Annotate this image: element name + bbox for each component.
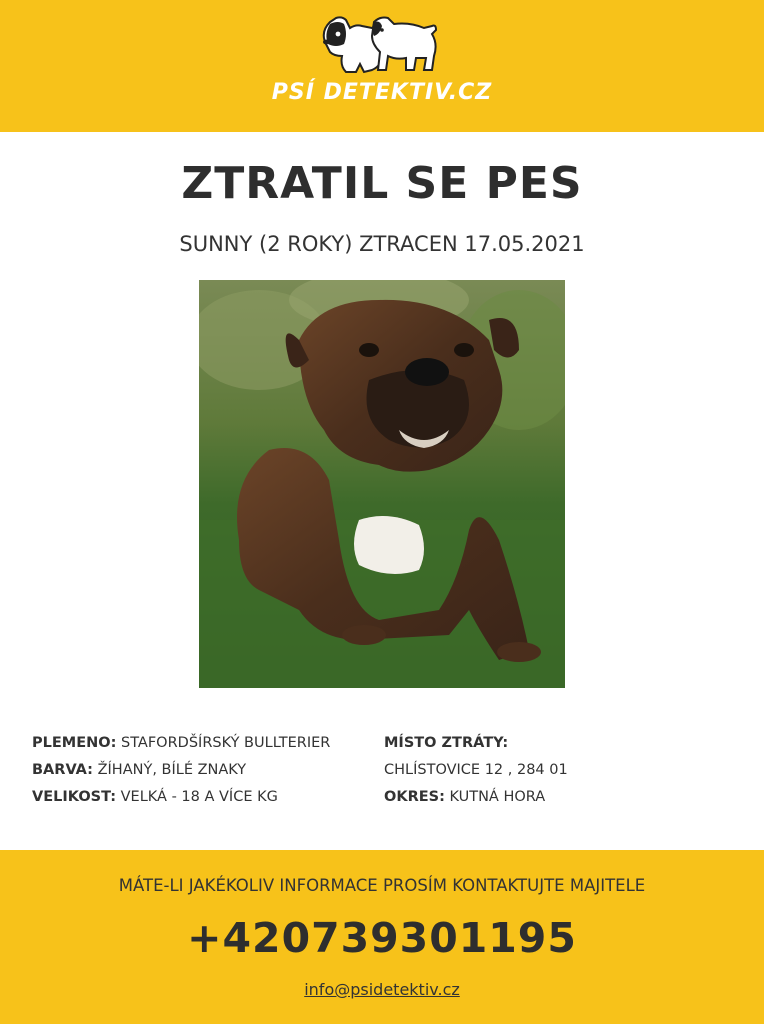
email-link[interactable]: info@psidetektiv.cz (304, 980, 460, 999)
footer-banner (0, 850, 764, 1024)
detail-value: STAFORDŠÍRSKÝ BULLTERIER (120, 735, 331, 751)
header-banner (0, 0, 764, 132)
detail-value: CHLÍSTOVICE 12 , 284 01 (384, 762, 568, 778)
detail-key: BARVA: (32, 762, 93, 778)
detail-size (32, 784, 330, 811)
contact-note: MÁTE-LI JAKÉKOLIV INFORMACE PROSÍM KONTAKTUJTE MAJITELE (118, 876, 646, 895)
detail-key: PLEMENO: (32, 735, 117, 751)
detail-key: OKRES: (384, 789, 445, 805)
detail-key: VELIKOST: (32, 789, 117, 805)
details-left-column (32, 730, 330, 811)
detail-location-address (384, 757, 568, 784)
two-dogs-logo-icon (316, 14, 440, 76)
page-subtitle: SUNNY (2 ROKY) ZTRACEN 17.05.2021 (179, 232, 585, 256)
detail-value: VELKÁ - 18 A VÍCE KG (120, 789, 278, 805)
detail-breed (32, 730, 330, 757)
detail-value: KUTNÁ HORA (449, 789, 546, 805)
phone-number[interactable]: +420739301195 (187, 914, 577, 962)
details-right-column (384, 730, 568, 811)
detail-value: ŽÍHANÝ, BÍLÉ ZNAKY (97, 762, 247, 778)
detail-color (32, 757, 330, 784)
detail-district (384, 784, 568, 811)
detail-key: MÍSTO ZTRÁTY: (384, 735, 509, 751)
detail-location-label (384, 730, 568, 757)
page-title: ZTRATIL SE PES (181, 158, 583, 209)
brand-name: PSÍ DETEKTIV.CZ (271, 80, 493, 105)
dog-photo (199, 280, 565, 688)
